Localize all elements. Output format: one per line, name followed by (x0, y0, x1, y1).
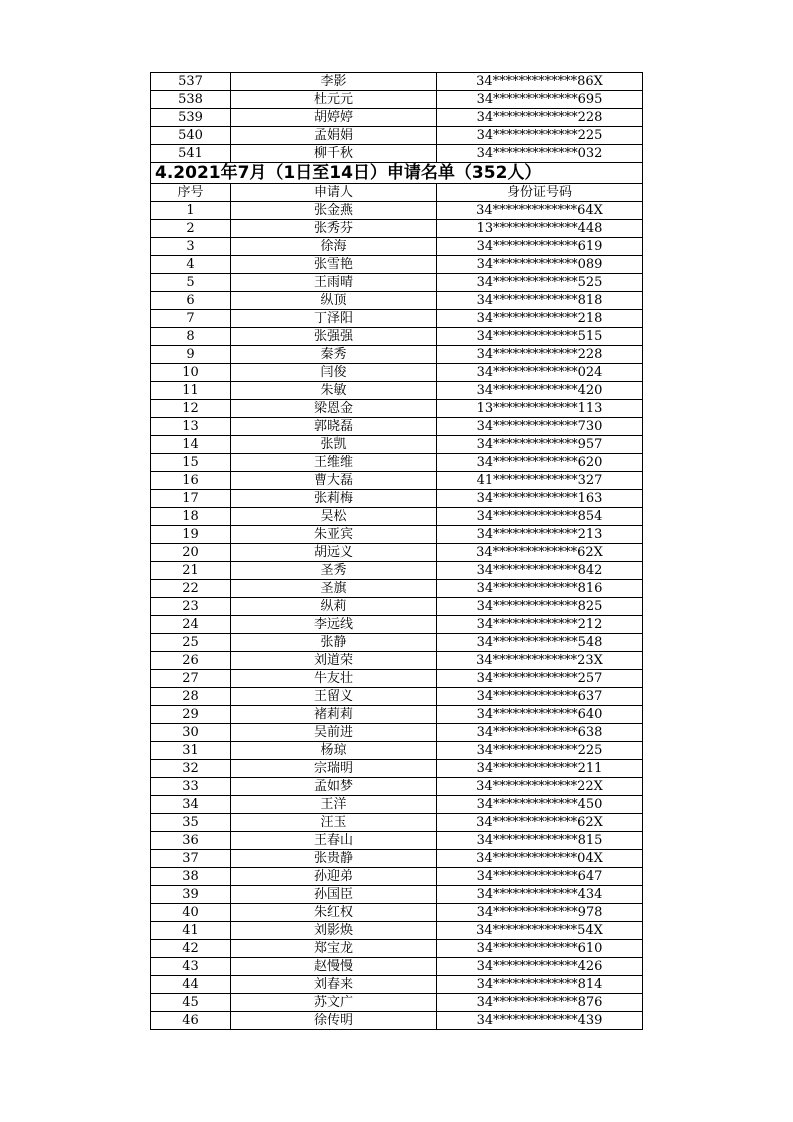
serial-cell: 8 (151, 328, 231, 346)
table-row (151, 724, 643, 742)
id-number-cell: 34*************637 (437, 688, 643, 706)
table-row (151, 490, 643, 508)
applicant-cell: 梁恩金 (231, 400, 437, 418)
id-number-cell: 34*************957 (437, 436, 643, 454)
table-row (151, 796, 643, 814)
applicant-cell: 李影 (231, 73, 437, 91)
serial-cell: 27 (151, 670, 231, 688)
table-row (151, 706, 643, 724)
applicant-cell: 纵莉 (231, 598, 437, 616)
table-row (151, 436, 643, 454)
id-number-cell: 34*************876 (437, 994, 643, 1012)
id-number-cell: 34*************439 (437, 1012, 643, 1030)
serial-cell: 25 (151, 634, 231, 652)
applicant-cell: 曹大磊 (231, 472, 437, 490)
table-row (151, 886, 643, 904)
serial-cell: 37 (151, 850, 231, 868)
table-row (151, 346, 643, 364)
table-row (151, 127, 643, 145)
id-number-cell: 34*************228 (437, 346, 643, 364)
table-row (151, 91, 643, 109)
id-number-cell: 34*************225 (437, 127, 643, 145)
id-number-cell: 34*************62X (437, 814, 643, 832)
header-id-number: 身份证号码 (437, 184, 643, 202)
applicant-cell: 朱红权 (231, 904, 437, 922)
serial-cell: 537 (151, 73, 231, 91)
applicant-cell: 刘道荣 (231, 652, 437, 670)
id-number-cell: 34*************620 (437, 454, 643, 472)
table-row (151, 73, 643, 91)
serial-cell: 541 (151, 145, 231, 163)
table-row (151, 742, 643, 760)
id-number-cell: 34*************450 (437, 796, 643, 814)
applicant-cell: 苏文广 (231, 994, 437, 1012)
applicant-cell: 郭晓磊 (231, 418, 437, 436)
serial-cell: 11 (151, 382, 231, 400)
table-row (151, 544, 643, 562)
serial-cell: 19 (151, 526, 231, 544)
applicant-cell: 赵慢慢 (231, 958, 437, 976)
table-row (151, 616, 643, 634)
applicant-cell: 闫俊 (231, 364, 437, 382)
id-number-cell: 34*************62X (437, 544, 643, 562)
id-number-cell: 34*************842 (437, 562, 643, 580)
applicant-cell: 徐传明 (231, 1012, 437, 1030)
serial-cell: 20 (151, 544, 231, 562)
id-number-cell: 34*************825 (437, 598, 643, 616)
applicant-cell: 秦秀 (231, 346, 437, 364)
table-row (151, 109, 643, 127)
table-row (151, 220, 643, 238)
id-number-cell: 34*************818 (437, 292, 643, 310)
applicant-cell: 张凯 (231, 436, 437, 454)
applicant-cell: 褚莉莉 (231, 706, 437, 724)
header-serial: 序号 (151, 184, 231, 202)
applicant-cell: 牛友壮 (231, 670, 437, 688)
applicant-cell: 张雪艳 (231, 256, 437, 274)
applicant-cell: 张静 (231, 634, 437, 652)
serial-cell: 3 (151, 238, 231, 256)
column-header-row (151, 184, 643, 202)
table-row (151, 364, 643, 382)
id-number-cell: 34*************163 (437, 490, 643, 508)
table-row (151, 310, 643, 328)
id-number-cell: 34*************54X (437, 922, 643, 940)
table-row (151, 904, 643, 922)
header-applicant: 申请人 (231, 184, 437, 202)
id-number-cell: 13*************113 (437, 400, 643, 418)
table-row (151, 238, 643, 256)
applicant-cell: 张强强 (231, 328, 437, 346)
serial-cell: 17 (151, 490, 231, 508)
applicant-cell: 刘春来 (231, 976, 437, 994)
serial-cell: 28 (151, 688, 231, 706)
table-row (151, 1012, 643, 1030)
applicant-cell: 胡婷婷 (231, 109, 437, 127)
table-row (151, 274, 643, 292)
id-number-cell: 34*************212 (437, 616, 643, 634)
serial-cell: 32 (151, 760, 231, 778)
section-rows (151, 202, 643, 1030)
table-row (151, 670, 643, 688)
table-row (151, 256, 643, 274)
applicant-list-sheet (150, 72, 642, 1030)
serial-cell: 1 (151, 202, 231, 220)
table-row (151, 472, 643, 490)
id-number-cell: 34*************22X (437, 778, 643, 796)
previous-section-rows (151, 73, 643, 163)
serial-cell: 538 (151, 91, 231, 109)
serial-cell: 40 (151, 904, 231, 922)
table-row (151, 652, 643, 670)
table-row (151, 994, 643, 1012)
id-number-cell: 34*************64X (437, 202, 643, 220)
id-number-cell: 34*************638 (437, 724, 643, 742)
applicant-cell: 圣秀 (231, 562, 437, 580)
table-row (151, 832, 643, 850)
table-row (151, 382, 643, 400)
applicant-cell: 杜元元 (231, 91, 437, 109)
applicant-cell: 孙国臣 (231, 886, 437, 904)
applicant-cell: 徐海 (231, 238, 437, 256)
section-header (151, 163, 643, 202)
serial-cell: 18 (151, 508, 231, 526)
applicant-cell: 王雨晴 (231, 274, 437, 292)
table-row (151, 328, 643, 346)
serial-cell: 9 (151, 346, 231, 364)
applicant-table (150, 72, 643, 1030)
id-number-cell: 34*************619 (437, 238, 643, 256)
serial-cell: 38 (151, 868, 231, 886)
id-number-cell: 34*************815 (437, 832, 643, 850)
applicant-cell: 胡远义 (231, 544, 437, 562)
applicant-cell: 张金燕 (231, 202, 437, 220)
serial-cell: 7 (151, 310, 231, 328)
id-number-cell: 34*************211 (437, 760, 643, 778)
id-number-cell: 34*************024 (437, 364, 643, 382)
id-number-cell: 34*************225 (437, 742, 643, 760)
serial-cell: 6 (151, 292, 231, 310)
id-number-cell: 34*************228 (437, 109, 643, 127)
applicant-cell: 柳千秋 (231, 145, 437, 163)
applicant-cell: 杨琼 (231, 742, 437, 760)
serial-cell: 14 (151, 436, 231, 454)
id-number-cell: 34*************730 (437, 418, 643, 436)
applicant-cell: 张贵静 (231, 850, 437, 868)
table-row (151, 202, 643, 220)
table-row (151, 562, 643, 580)
applicant-cell: 汪玉 (231, 814, 437, 832)
table-row (151, 634, 643, 652)
id-number-cell: 34*************610 (437, 940, 643, 958)
table-row (151, 940, 643, 958)
id-number-cell: 34*************213 (437, 526, 643, 544)
applicant-cell: 张秀芬 (231, 220, 437, 238)
applicant-cell: 宗瑞明 (231, 760, 437, 778)
applicant-cell: 圣旗 (231, 580, 437, 598)
serial-cell: 26 (151, 652, 231, 670)
table-row (151, 526, 643, 544)
table-row (151, 454, 643, 472)
serial-cell: 42 (151, 940, 231, 958)
id-number-cell: 34*************525 (437, 274, 643, 292)
serial-cell: 30 (151, 724, 231, 742)
serial-cell: 12 (151, 400, 231, 418)
serial-cell: 34 (151, 796, 231, 814)
serial-cell: 13 (151, 418, 231, 436)
section-title: 4.2021年7月（1日至14日）申请名单（352人） (151, 163, 643, 184)
serial-cell: 22 (151, 580, 231, 598)
applicant-cell: 丁泽阳 (231, 310, 437, 328)
table-row (151, 868, 643, 886)
serial-cell: 2 (151, 220, 231, 238)
table-row (151, 400, 643, 418)
table-row (151, 760, 643, 778)
applicant-cell: 王洋 (231, 796, 437, 814)
applicant-cell: 孙迎弟 (231, 868, 437, 886)
id-number-cell: 34*************032 (437, 145, 643, 163)
id-number-cell: 34*************257 (437, 670, 643, 688)
id-number-cell: 34*************86X (437, 73, 643, 91)
id-number-cell: 34*************420 (437, 382, 643, 400)
id-number-cell: 34*************978 (437, 904, 643, 922)
serial-cell: 10 (151, 364, 231, 382)
id-number-cell: 34*************04X (437, 850, 643, 868)
table-row (151, 145, 643, 163)
id-number-cell: 41*************327 (437, 472, 643, 490)
serial-cell: 46 (151, 1012, 231, 1030)
id-number-cell: 34*************854 (437, 508, 643, 526)
applicant-cell: 王春山 (231, 832, 437, 850)
applicant-cell: 纵顶 (231, 292, 437, 310)
applicant-cell: 张莉梅 (231, 490, 437, 508)
serial-cell: 36 (151, 832, 231, 850)
serial-cell: 16 (151, 472, 231, 490)
id-number-cell: 34*************647 (437, 868, 643, 886)
serial-cell: 33 (151, 778, 231, 796)
id-number-cell: 34*************515 (437, 328, 643, 346)
serial-cell: 43 (151, 958, 231, 976)
applicant-cell: 刘影焕 (231, 922, 437, 940)
id-number-cell: 34*************695 (437, 91, 643, 109)
serial-cell: 31 (151, 742, 231, 760)
serial-cell: 41 (151, 922, 231, 940)
serial-cell: 15 (151, 454, 231, 472)
id-number-cell: 34*************434 (437, 886, 643, 904)
serial-cell: 24 (151, 616, 231, 634)
applicant-cell: 孟娟娟 (231, 127, 437, 145)
table-row (151, 778, 643, 796)
id-number-cell: 34*************218 (437, 310, 643, 328)
applicant-cell: 李远线 (231, 616, 437, 634)
applicant-cell: 郑宝龙 (231, 940, 437, 958)
table-row (151, 688, 643, 706)
applicant-cell: 吴松 (231, 508, 437, 526)
serial-cell: 4 (151, 256, 231, 274)
table-row (151, 814, 643, 832)
serial-cell: 39 (151, 886, 231, 904)
applicant-cell: 王维维 (231, 454, 437, 472)
id-number-cell: 34*************816 (437, 580, 643, 598)
serial-cell: 5 (151, 274, 231, 292)
applicant-cell: 朱亚宾 (231, 526, 437, 544)
applicant-cell: 王留义 (231, 688, 437, 706)
serial-cell: 21 (151, 562, 231, 580)
table-row (151, 976, 643, 994)
id-number-cell: 34*************548 (437, 634, 643, 652)
serial-cell: 540 (151, 127, 231, 145)
serial-cell: 23 (151, 598, 231, 616)
table-row (151, 508, 643, 526)
applicant-cell: 孟如梦 (231, 778, 437, 796)
applicant-cell: 朱敏 (231, 382, 437, 400)
table-row (151, 598, 643, 616)
id-number-cell: 34*************089 (437, 256, 643, 274)
id-number-cell: 34*************814 (437, 976, 643, 994)
table-row (151, 418, 643, 436)
table-row (151, 850, 643, 868)
id-number-cell: 34*************23X (437, 652, 643, 670)
id-number-cell: 34*************426 (437, 958, 643, 976)
serial-cell: 539 (151, 109, 231, 127)
table-row (151, 580, 643, 598)
serial-cell: 44 (151, 976, 231, 994)
id-number-cell: 34*************640 (437, 706, 643, 724)
section-title-row (151, 163, 643, 184)
table-row (151, 958, 643, 976)
serial-cell: 35 (151, 814, 231, 832)
table-row (151, 292, 643, 310)
serial-cell: 45 (151, 994, 231, 1012)
table-row (151, 922, 643, 940)
serial-cell: 29 (151, 706, 231, 724)
applicant-cell: 吴前进 (231, 724, 437, 742)
id-number-cell: 13*************448 (437, 220, 643, 238)
